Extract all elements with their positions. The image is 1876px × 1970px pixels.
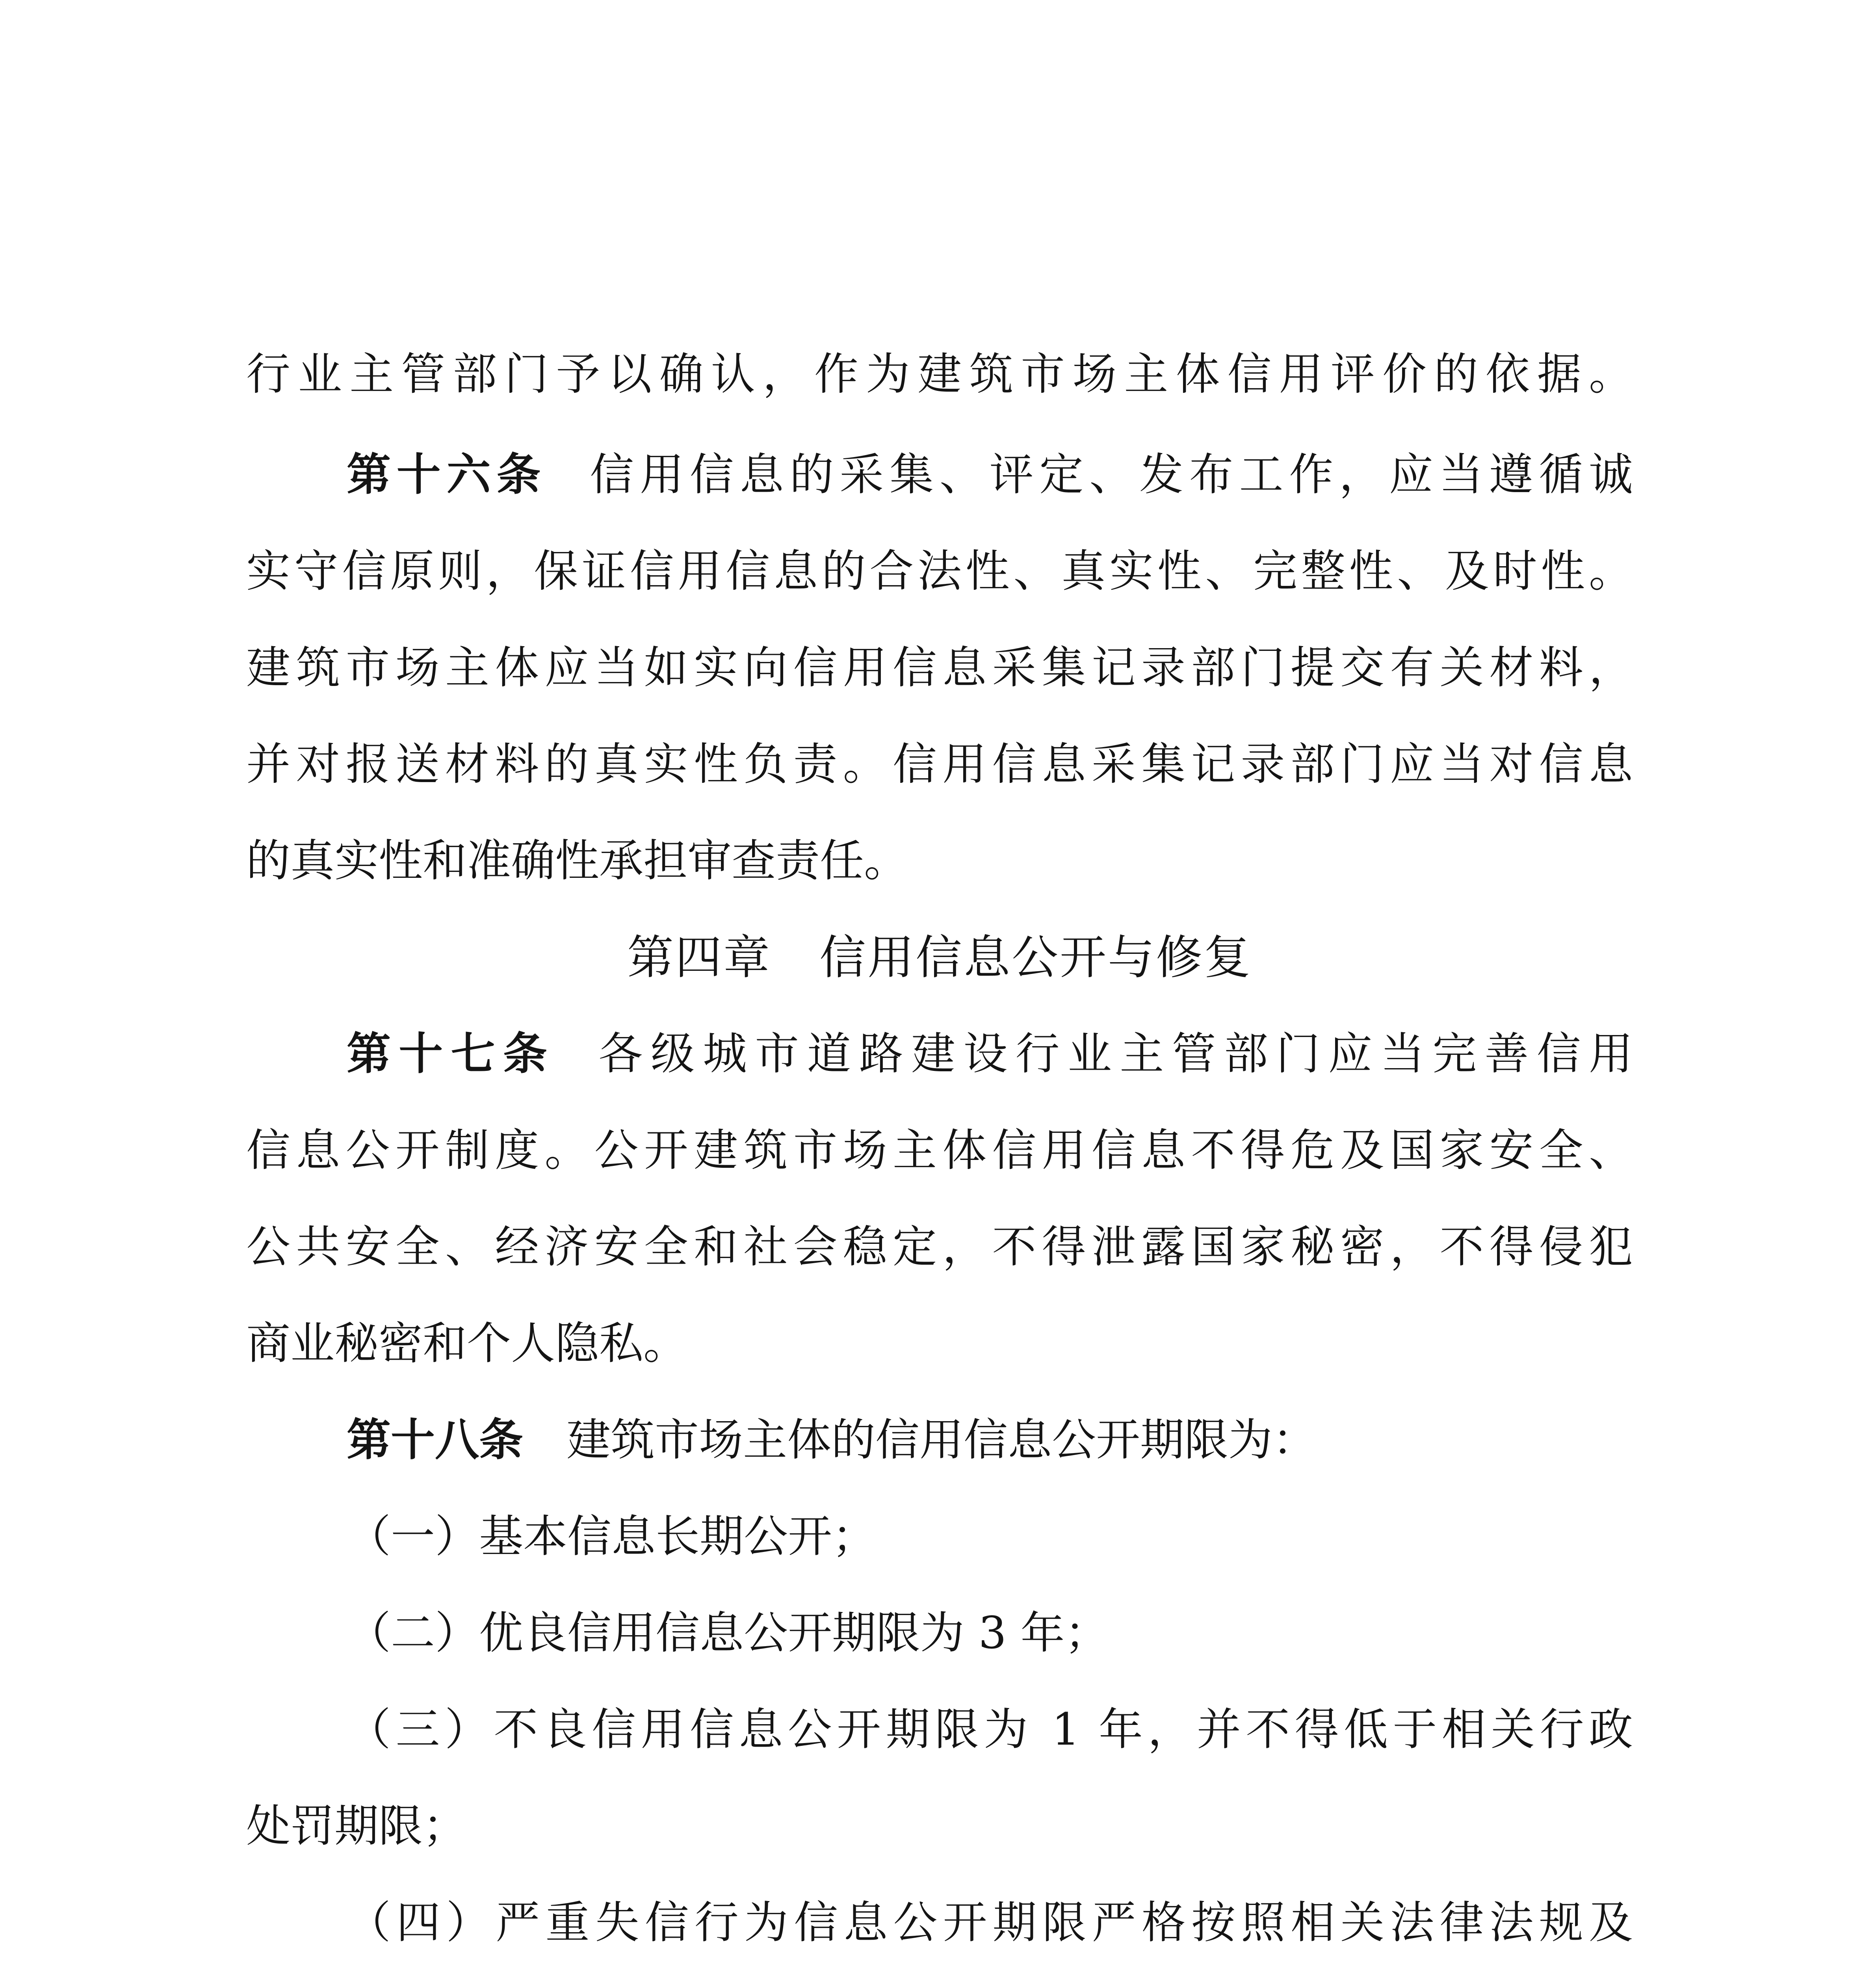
list-item [347, 1690, 1633, 1769]
paragraph-line [246, 1787, 1633, 1866]
paragraph-line [246, 1304, 1633, 1383]
paragraph-line [246, 628, 1633, 707]
paragraph-line [246, 725, 1633, 804]
line-text: 各级城市道路建设行业主管部门应当完善信用 [598, 1028, 1633, 1080]
line-text: （四）严重失信行为信息公开期限严格按照相关法律法规及 [347, 1897, 1633, 1948]
line-text: 建筑市场主体应当如实向信用信息采集记录部门提交有关材料， [246, 642, 1633, 693]
paragraph-line [246, 821, 1633, 900]
line-text: 行业主管部门予以确认，作为建筑市场主体信用评价的依据。 [246, 349, 1633, 400]
chapter-heading [246, 918, 1633, 997]
line-text: 商业秘密和个人隐私。 [246, 1318, 687, 1369]
line-text: 信用信息的采集、评定、发布工作，应当遵循诚 [590, 449, 1633, 500]
article-number: 第十七条 [347, 1028, 555, 1080]
line-text: 并对报送材料的真实性负责。信用信息采集记录部门应当对信息 [246, 739, 1633, 790]
article-17-line [347, 1015, 1633, 1093]
line-text: 的真实性和准确性承担审查责任。 [246, 835, 908, 886]
line-text: 公共安全、经济安全和社会稳定，不得泄露国家秘密，不得侵犯 [246, 1221, 1633, 1273]
heading-text: 第四章 信用信息公开与修复 [627, 930, 1252, 985]
line-text: 信息公开制度。公开建筑市场主体信用信息不得危及国家安全、 [246, 1125, 1633, 1176]
article-number: 第十八条 [347, 1414, 523, 1466]
line-text: 实守信原则，保证信用信息的合法性、真实性、完整性、及时性。 [246, 546, 1633, 597]
paragraph-line [246, 335, 1633, 414]
line-text: （三）不良信用信息公开期限为 1 年，并不得低于相关行政 [347, 1704, 1633, 1755]
line-text: （二）优良信用信息公开期限为 3 年； [347, 1608, 1109, 1659]
article-16-line [347, 435, 1633, 514]
list-item [347, 1883, 1633, 1962]
line-text: 处罚期限； [246, 1801, 467, 1852]
list-item [347, 1497, 1633, 1576]
article-18-line [347, 1401, 1633, 1479]
paragraph-line [246, 532, 1633, 611]
list-item [347, 1594, 1633, 1673]
article-number: 第十六条 [347, 449, 547, 500]
paragraph-line [246, 1208, 1633, 1286]
line-text: 建筑市场主体的信用信息公开期限为： [567, 1414, 1317, 1466]
paragraph-line [246, 1111, 1633, 1190]
line-text: （一）基本信息长期公开； [347, 1511, 876, 1562]
